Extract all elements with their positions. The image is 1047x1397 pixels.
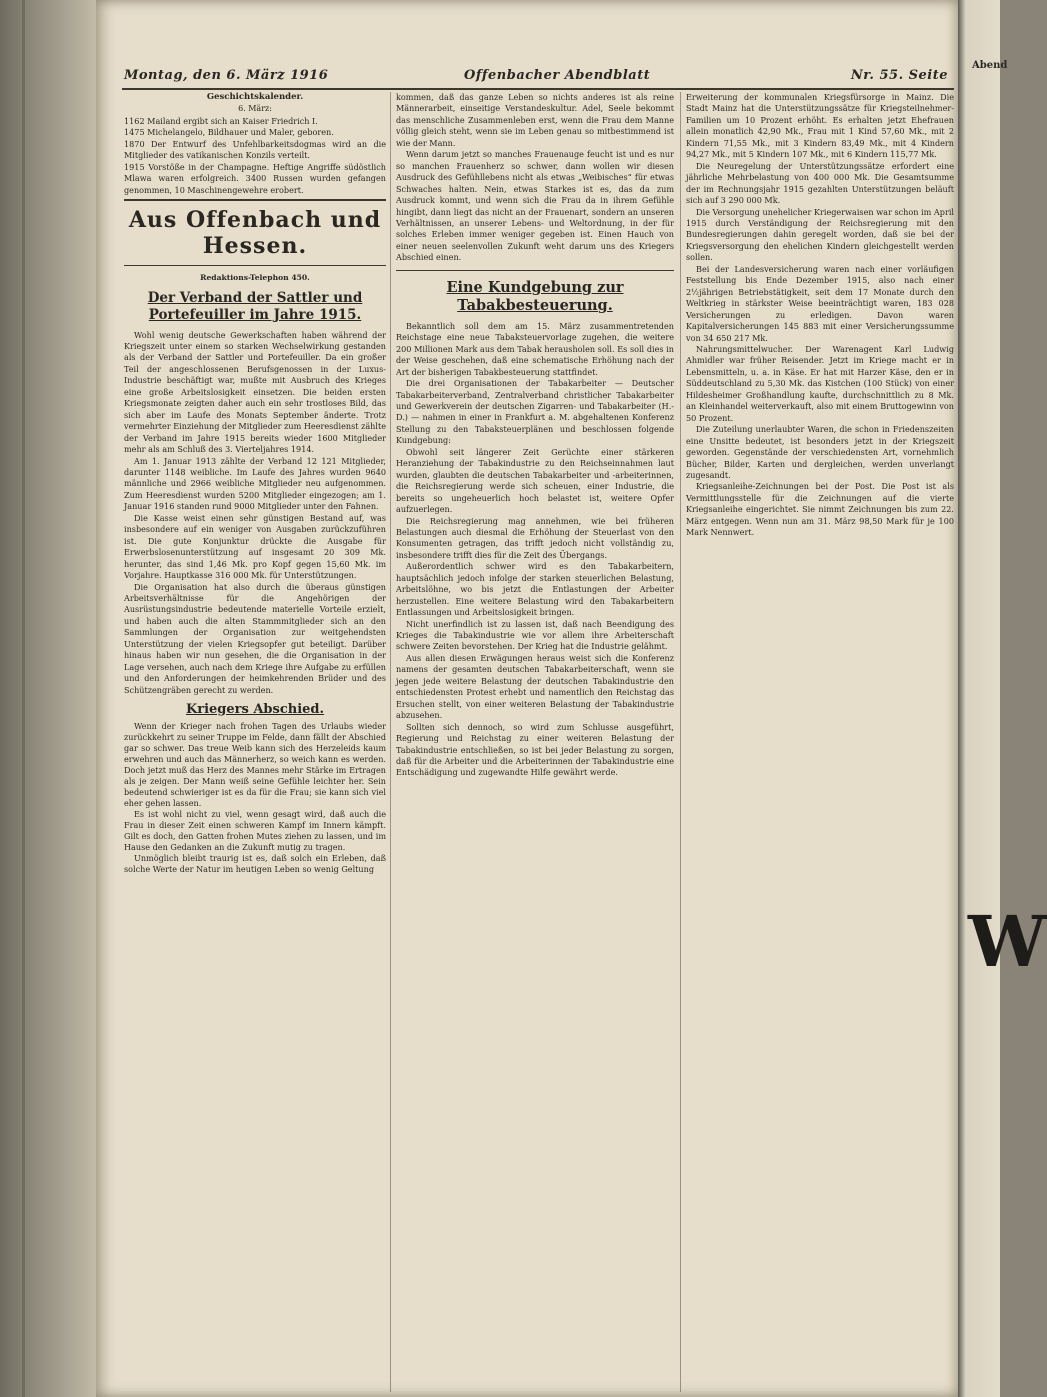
column-1: [124, 92, 386, 875]
masthead-title: Offenbacher Abendblatt: [464, 68, 651, 83]
adjacent-page-edge: [958, 0, 1047, 1397]
article-paragraph: Wenn der Krieger nach frohen Tagen des Urlaubs wieder zurückkehrt zu seiner Truppe im Felde, dann fällt der Abschied gar so schwer. Das treue Weib kann sich des Herzeleids kaum erwehren und auch das Männerherz, so weich kann es werden. Doch jetzt muß das Herz des Mannes mehr Stärke im Ertragen als je zeigen. Der Mann weiß seine Gefühle leichter her. Sein bedeutend schwieriger ist es da für die Frau; sie kann sich viel eher gehen lassen.: [124, 721, 386, 809]
article-paragraph: Die Neuregelung der Unterstützungssätze erfordert eine jährliche Mehrbelastung von 400 000 Mk. Die Gesamtsumme der im Rechnungsjahr 1915 gezahlten Unterstützungen beläuft sich auf 3 290 000 Mk.: [686, 160, 954, 206]
article-paragraph: Außerordentlich schwer wird es den Tabakarbeitern, hauptsächlich jedoch infolge der starken steuerlichen Belastung, Arbeitslöhne, wo bis jetzt die Entlastungen der Arbeiter herzustellen. Eine weitere Belastung wird den Tabakarbeitern Entlassungen und Arbeitslosigkeit bringen.: [396, 561, 674, 618]
column-2: [396, 92, 674, 779]
article-paragraph: Nicht unerfindlich ist zu lassen ist, daß nach Beendigung des Krieges die Tabakindustrie wie vor allem ihre Arbeiterschaft schwere Zeiten bevorstehen. Der Krieg hat die Industrie gelähmt.: [396, 618, 674, 652]
binding-stripe: [22, 0, 25, 1397]
masthead-issue: Nr. 55. Seite: [850, 68, 948, 83]
article-paragraph: Am 1. Januar 1913 zählte der Verband 12 121 Mitglieder, darunter 1148 weibliche. Im Laufe des Jahres wurden 9640 männliche und 2966 weibliche Mitglieder neu aufgenommen. Zum Heeresdienst wurden 5200 Mitglieder eingezogen; am 1. Januar 1916 standen rund 9000 Mitglieder unter den Fahnen.: [124, 455, 386, 512]
section-phone: Redaktions-Telephon 450.: [200, 273, 310, 283]
calendar-entry: 1915 Vorstöße in der Champagne. Heftige Angriffe südöstlich Mlawa waren erfolgreich. 3400 Russen wurden gefangen genommen, 10 Maschinengewehre erobert.: [124, 161, 386, 195]
book-binding: [0, 0, 96, 1397]
article-title-abschied: Kriegers Abschied.: [185, 702, 325, 718]
article-paragraph: Die Organisation hat also durch die überaus günstigen Arbeitsverhältnisse für die Angehörigen der Ausrüstungsindustrie bedeutende materielle Vorteile erzielt, und haben auch die alten Stammmitglieder sich an den Sammlungen der Organisation zur weitgehendsten Unterstützung der vielen Kriegsopfer gut beteiligt. Darüber hinaus haben wir nun gesehen, die die Organisation in der Lage versehen, auch nach dem Kriege ihre Aufgabe zu erfüllen und den Anforderungen der heimkehrenden Brüder und des Schützengräben gerecht zu werden.: [124, 581, 386, 695]
article-paragraph: Bei der Landesversicherung waren nach einer vorläufigen Feststellung bis Ende Dezember 1915, also nach einer 2½jährigen Betriebstätigkeit, seit dem 17 Monate durch den Weltkrieg in stärkster Weise beeinträchtigt waren, 183 028 Versicherungen zu erledigen. Davon waren Kapitalversicherungen 145 883 mit einer Versicherungssumme von 34 650 217 Mk.: [686, 263, 954, 343]
adjacent-page-fragment: Abend: [972, 60, 1008, 71]
article-rule: [396, 270, 674, 271]
calendar-entry: 1475 Michelangelo, Bildhauer und Maler, geboren.: [124, 127, 334, 138]
article-paragraph: Bekanntlich soll dem am 15. März zusammentretenden Reichstage eine neue Tabaksteuervorlage zugehen, die weitere 200 Millionen Mark aus dem Tabak herausholen soll. Es soll dies in der Weise geschehen, daß eine schematische Erhöhung nach der Art der bisherigen Tabakbesteuerung stattfindet.: [396, 320, 674, 377]
article-paragraph: Obwohl seit längerer Zeit Gerüchte einer stärkeren Heranziehung der Tabakindustrie zu den Reichseinnahmen laut wurden, glaubten die deutschen Tabakarbeiter und -arbeiterinnen, die Reichsregierung werde sich scheuen, einer Industrie, die bereits so ungeheuerlich hoch belastet ist, weitere Opfer aufzuerlegen.: [396, 446, 674, 515]
calendar-list: [124, 116, 386, 196]
section-rule-2: [124, 265, 386, 266]
article-paragraph: Es ist wohl nicht zu viel, wenn gesagt wird, daß auch die Frau in dieser Zeit einen schweren Kampf im Innern kämpft. Gilt es doch, den Gatten frohen Mutes ziehen zu lassen, und im Hause den Gedanken an die Zukunft mutig zu tragen.: [124, 809, 386, 853]
article-paragraph: Kriegsanleihe-Zeichnungen bei der Post. Die Post ist als Vermittlungsstelle für die Zeichnungen auf die vierte Kriegsanleihe eingerichtet. Sie nimmt Zeichnungen bis zum 22. März entgegen. Wenn nun am 31. März 98,50 Mark für je 100 Mark Nennwert.: [686, 481, 954, 538]
masthead-rule: [122, 88, 954, 90]
article-paragraph: kommen, daß das ganze Leben so nichts anderes ist als reine Männerarbeit, einseitige Verstandeskultur. Adel, Seele bekommt das menschliche Zusammenleben erst, wenn die Frau dem Manne völlig gleich steht, wenn sie im Leben genau so mitbestimmend ist wie der Mann.: [396, 92, 674, 148]
adjacent-page-ad-letter: W: [968, 900, 1047, 983]
article-paragraph: Die drei Organisationen der Tabakarbeiter — Deutscher Tabakarbeiterverband, Zentralverband christlicher Tabakarbeiter und Gewerkverein der deutschen Zigarren- und Tabakarbeiter (H.-D.) — nahmen in einer in Frankfurt a. M. abgehaltenen Konferenz Stellung zu den Tabaksteuerplänen und beschlossen folgende Kundgebung:: [396, 378, 674, 446]
newspaper-page: [96, 0, 958, 1397]
article-paragraph: Die Kasse weist einen sehr günstigen Bestand auf, was insbesondere auf ein weniger von Ausgaben zurückzuführen ist. Die gute Konjunktur drückte die Ausgabe für Erwerbslosenunterstützung auf insgesamt 20 309 Mk. herunter, das sind 1,46 Mk. pro Kopf gegen 15,60 Mk. im Vorjahre. Hauptkasse 316 000 Mk. für Unterstützungen.: [124, 512, 386, 581]
masthead: [124, 68, 954, 90]
article-paragraph: Sollten sich dennoch, so wird zum Schlusse ausgeführt, Regierung und Reichstag zu einer weiteren Belastung der Tabakindustrie entschließen, so ist bei jeder Belastung zu sorgen, daß für die Arbeiter und die Arbeiterinnen der Tabakindustrie eine Entschädigung und zugewandte Hilfe gewährt werde.: [396, 721, 674, 778]
article-paragraph: Unmöglich bleibt traurig ist es, daß solch ein Erleben, daß solche Werte der Natur im heutigen Leben so wenig Geltung: [124, 853, 386, 875]
article-title-verband: Der Verband der Sattler und Portefeuiller im Jahre 1915.: [147, 289, 363, 323]
article-title-tabak: Eine Kundgebung zur Tabakbesteuerung.: [446, 278, 624, 314]
calendar-date: 6. März:: [238, 104, 272, 114]
article-paragraph: Erweiterung der kommunalen Kriegsfürsorge in Mainz. Die Stadt Mainz hat die Unterstützungssätze für Kriegsteilnehmer-Familien um 10 Prozent erhöht. Es erhalten jetzt Ehefrauen allein monatlich 42,90 Mk., Frau mit 1 Kind 57,60 Mk., mit 2 Kindern 71,55 Mk., mit 3 Kindern 83,49 Mk., mit 4 Kindern 94,27 Mk., mit 5 Kindern 107 Mk., mit 6 Kindern 115,77 Mk.: [686, 92, 954, 160]
column-rule-1: [390, 92, 391, 1392]
article-paragraph: Wohl wenig deutsche Gewerkschaften haben während der Kriegszeit unter einem so starken Wechselwirkung gestanden als der Verband der Sattler und Portefeuiller. Da ein großer Teil der angeschlossenen Berufsgenossen in der Luxus-Industrie beschäftigt war, mußte mit Ausbruch des Krieges eine große Arbeitslosigkeit einsetzen. Die beiden ersten Kriegsmonate zeigten daher auch ein sehr trostloses Bild, das sich aber im Laufe des Monats September änderte. Trotz vermehrter Einziehung der Mitglieder zum Heeresdienst zählte der Verband im Jahre 1915 bereits wieder 1600 Mitglieder mehr als am Schluß des 3. Vierteljahres 1914.: [124, 329, 386, 455]
article-paragraph: Die Reichsregierung mag annehmen, wie bei früheren Belastungen auch diesmal die Erhöhung der Steuerlast von den Konsumenten getragen, das trifft jedoch nicht vollständig zu, insbesondere trifft dies für die Zeit des Übergangs.: [396, 515, 674, 560]
column-rule-2: [680, 92, 681, 1392]
calendar-title: Geschichtskalender.: [206, 92, 304, 102]
article-paragraph: Die Zuteilung unerlaubter Waren, die schon in Friedenszeiten eine Unsitte bedeutet, ist besonders jetzt in der Kriegszeit geworden. Gegenstände der verschiedensten Art, vornehmlich Bücher, Bilder, Karten und dergleichen, werden unverlangt zugesandt.: [686, 424, 954, 480]
article-paragraph: Die Versorgung unehelicher Kriegerwaisen war schon im April 1915 durch Verständigung der Reichsregierung mit den Bundesregierungen dahin geregelt worden, daß sie bei der Kriegsversorgung den ehelichen Kindern gleichgestellt werden sollen.: [686, 206, 954, 263]
section-title: Aus Offenbach und Hessen.: [128, 207, 382, 260]
masthead-date: Montag, den 6. März 1916: [124, 68, 329, 83]
column-3: [686, 92, 954, 539]
section-rule: [124, 199, 386, 201]
article-paragraph: Aus allen diesen Erwägungen heraus weist sich die Konferenz namens der gesamten deutschen Tabakarbeiterschaft, wenn sie jegen jede weitere Belastung der deutschen Tabakindustrie den entschiedensten Protest erhebt und namentlich den Reichstag das Ersuchen stellt, von einer weiteren Belastung der Tabakindustrie abzusehen.: [396, 652, 674, 721]
article-paragraph: Nahrungsmittelwucher. Der Warenagent Karl Ludwig Ahmidler war früher Reisender. Jetzt im Kriege macht er in Lebensmitteln, u. a. in Käse. Er hat mit Harzer Käse, den er in Süddeutschland zu 5,30 Mk. das Kistchen (100 Stück) von einer Hildesheimer Großhandlung kaufte, durchschnittlich zu 8 Mk. an Kleinhandel weiterverkauft, also mit einem Bruttogewinn von 50 Prozent.: [686, 343, 954, 423]
calendar-entry: 1870 Der Entwurf des Unfehlbarkeitsdogmas wird an die Mitglieder des vatikanischen Konzils verteilt.: [124, 138, 386, 161]
article-paragraph: Wenn darum jetzt so manches Frauenauge feucht ist und es nur so manchen Frauenherz so schwer, dann wollen wir diesen Ausdruck des Gefühllebens nicht als etwas „Weibisches“ für etwas Schwaches halten. Nein, etwas Starkes ist es, das da zum Ausdruck kommt, und wenn sich die Frau da in ihrem Gefühle hingibt, dann liegt das nicht an der Frauenart, sondern an unseren Verhältnissen, an unserer Lebens- und Weltordnung, in der für solches Erleben immer weniger gegeben ist. Einen Hauch von einer neuen seelenvollen Zukunft weht darum uns des Kriegers Abschied einen.: [396, 149, 674, 263]
calendar-entry: 1162 Mailand ergibt sich an Kaiser Friedrich I.: [124, 115, 318, 126]
